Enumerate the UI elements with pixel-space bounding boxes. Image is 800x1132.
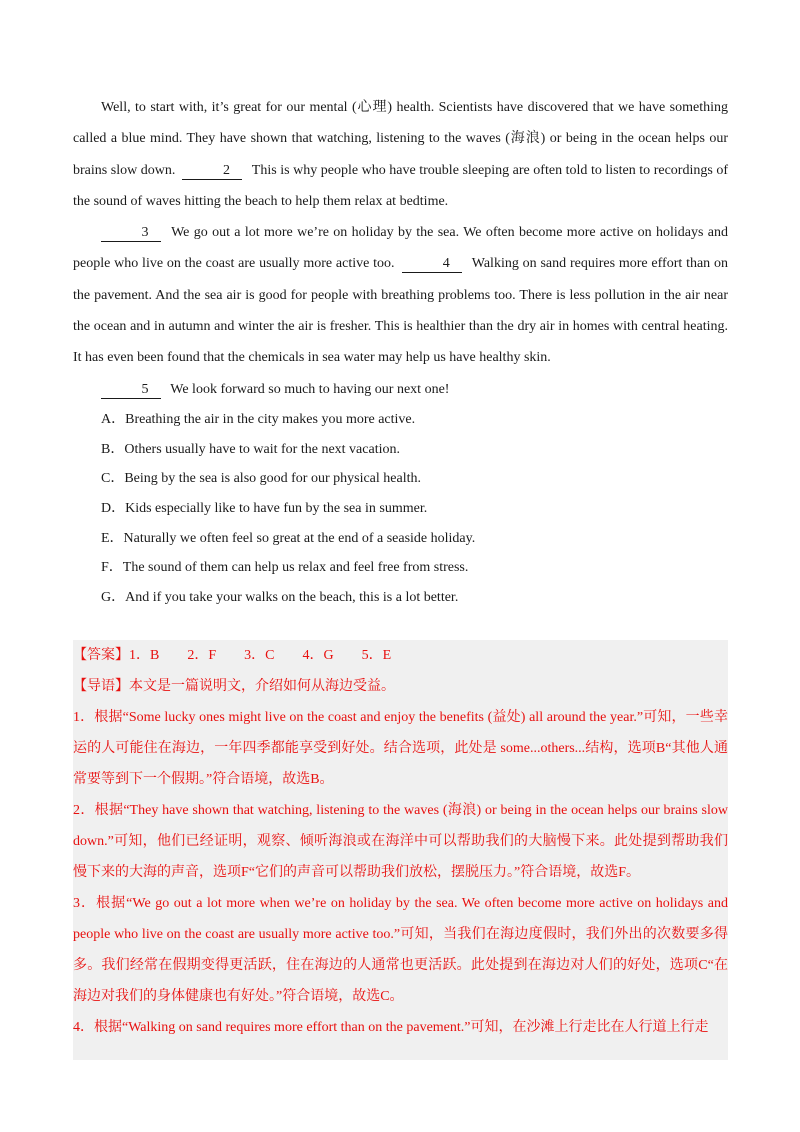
option-f: F．The sound of them can help us relax and feel free from stress. (101, 560, 469, 576)
blank-5: 5 (101, 382, 161, 399)
option-e: E．Naturally we often feel so great at the end of a seaside holiday. (101, 530, 476, 546)
paragraph-2-text: We go out a lot more we’re on holiday by the sea. We often become more active on holidays and people who live on the coast are usually more active too. (73, 225, 729, 272)
blank-3: 3 (101, 225, 161, 242)
blank-4: 4 (402, 256, 462, 273)
paragraph-1 (73, 92, 728, 217)
option-g: G．And if you take your walks on the beach, this is a lot better. (101, 590, 459, 606)
paragraph-2-continued: Walking on sand requires more effort than on the pavement. And the sea air is good for people with breathing problems too. There is less pollution in the air near the ocean and in autumn and winter the air is fresher. This is healthier than the dry air in homes with central heating. It has even been found that the chemicals in sea water may help us have healthy skin. (73, 256, 728, 366)
explanation-3: 3．根据“We go out a lot more when we’re on holiday by the sea. We often become more active on holidays and people who live on the coast are usually more active too.”可知，当我们在海边度假时，我们外出的次数要多得多。我们经常在假期变得更活跃，住在海边的人通常也更活跃。此处提到在海边对人们的好处，选项C“在海边对我们的身体健康也有好处。”符合语境，故选C。 (73, 896, 728, 1004)
option-c: C．Being by the sea is also good for our physical health. (101, 471, 421, 487)
guide-text: 本文是一篇说明文，介绍如何从海边受益。 (129, 679, 395, 694)
paragraph-3 (73, 374, 728, 405)
explanation-4: 4．根据“Walking on sand requires more effort than on the pavement.”可知，在沙滩上行走比在人行道上行走 (73, 1020, 709, 1035)
answer-key (73, 640, 728, 671)
paragraph-3-text: We look forward so much to having our next one! (170, 381, 450, 397)
answer-section (73, 640, 728, 1060)
guide-label: 【导语】 (73, 679, 129, 694)
paragraph-1-text: Well, to start with, it’s great for our mental (心理) health. Scientists have discovered that we have something called a blue mind. They have shown that watching, listening to the waves (海浪) or being in the ocean helps our brains slow down. (73, 100, 728, 178)
option-a: A．Breathing the air in the city makes you more active. (101, 411, 416, 427)
option-d: D．Kids especially like to have fun by the sea in summer. (101, 501, 428, 517)
passage (73, 92, 728, 613)
explanation-2: 2．根据“They have shown that watching, listening to the waves (海浪) or being in the ocean helps our brains slow down.”可知，他们已经证明，观察、倾听海浪或在海洋中可以帮助我们的大脑慢下来。此处提到帮助我们慢下来的大海的声音，选项F“它们的声音可以帮助我们放松，摆脱压力。”符合语境，故选F。 (73, 803, 728, 880)
blank-2: 2 (182, 163, 242, 180)
options-list (73, 405, 728, 613)
guide (73, 671, 728, 702)
option-b: B．Others usually have to wait for the next vacation. (101, 441, 400, 457)
paragraph-1-continued: This is why people who have trouble sleeping are often told to listen to recordings of the sound of waves hitting the beach to help them relax at bedtime. (73, 162, 728, 209)
answer-key-label: 【答案】 (73, 648, 129, 663)
paragraph-2 (73, 217, 728, 373)
explanation-1: 1．根据“Some lucky ones might live on the coast and enjoy the benefits (益处) all around the year.”可知，一些幸运的人可能住在海边，一年四季都能享受到好处。结合选项，此处是 some...others...结构，选项B“其他人通常要等到下一个假期。”符合语境，故选B。 (73, 710, 728, 787)
answer-key-values: 1．B 2．F 3．C 4．G 5．E (129, 648, 392, 663)
